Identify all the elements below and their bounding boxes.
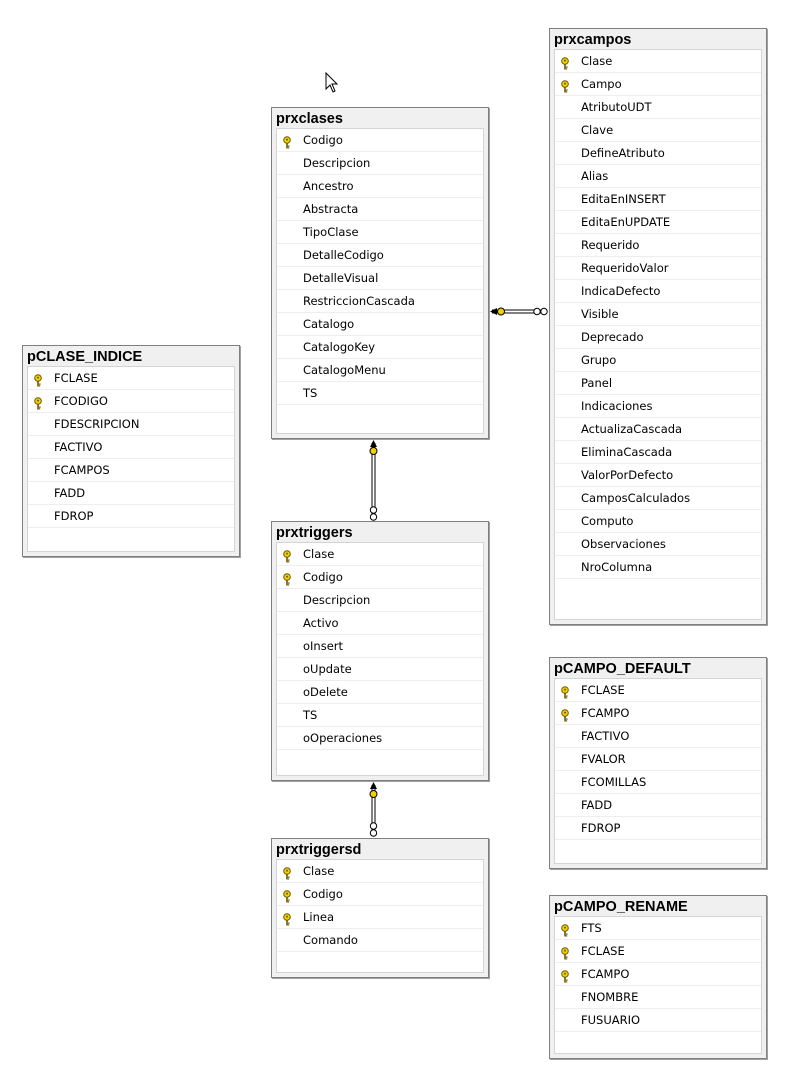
- column-row[interactable]: [555, 257, 761, 280]
- column-row[interactable]: [277, 221, 483, 244]
- column-name: FCLASE: [581, 944, 625, 958]
- column-row[interactable]: [555, 211, 761, 234]
- column-name: Comando: [303, 933, 358, 947]
- column-row[interactable]: [555, 188, 761, 211]
- column-name: FTS: [581, 921, 602, 935]
- column-list: [554, 49, 762, 620]
- column-row[interactable]: [555, 73, 761, 96]
- column-row[interactable]: [277, 635, 483, 658]
- primary-key-icon: [282, 888, 292, 901]
- primary-key-icon: [560, 78, 570, 91]
- column-row[interactable]: [28, 413, 234, 436]
- column-name: Clase: [581, 54, 613, 68]
- column-name: ActualizaCascada: [581, 422, 683, 436]
- column-name: Alias: [581, 169, 609, 183]
- column-row[interactable]: [555, 748, 761, 771]
- table-pclase-indice[interactable]: [22, 345, 240, 557]
- column-name: Codigo: [303, 133, 343, 147]
- primary-key-icon: [560, 922, 570, 935]
- column-name: Observaciones: [581, 537, 666, 551]
- column-row[interactable]: [277, 290, 483, 313]
- column-row[interactable]: [277, 382, 483, 405]
- column-row[interactable]: [277, 198, 483, 221]
- key-end-icon: [490, 308, 505, 315]
- column-name: Activo: [303, 616, 339, 630]
- column-list: [554, 678, 762, 864]
- column-name: oUpdate: [303, 662, 352, 676]
- column-name: RequeridoValor: [581, 261, 669, 275]
- column-row[interactable]: [555, 702, 761, 725]
- relationship-prxtriggers-prxclases[interactable]: [370, 440, 377, 520]
- table-title[interactable]: pCLASE_INDICE: [27, 349, 143, 365]
- table-title[interactable]: pCAMPO_RENAME: [554, 899, 688, 915]
- primary-key-icon: [33, 372, 43, 385]
- column-row[interactable]: [277, 883, 483, 906]
- table-title[interactable]: prxtriggers: [276, 525, 353, 541]
- column-name: FCAMPOS: [54, 463, 110, 477]
- column-row[interactable]: [555, 165, 761, 188]
- column-name: CamposCalculados: [581, 491, 691, 505]
- column-name: Codigo: [303, 570, 343, 584]
- column-row[interactable]: [277, 359, 483, 382]
- table-pcampo-rename[interactable]: [549, 895, 767, 1059]
- column-name: Computo: [581, 514, 634, 528]
- column-row[interactable]: [555, 142, 761, 165]
- column-name: AtributoUDT: [581, 100, 652, 114]
- column-name: FVALOR: [581, 752, 626, 766]
- table-prxcampos[interactable]: [549, 28, 767, 625]
- column-name: FUSUARIO: [581, 1013, 641, 1027]
- column-name: FCLASE: [581, 683, 625, 697]
- column-row[interactable]: [277, 175, 483, 198]
- column-row[interactable]: [555, 817, 761, 840]
- column-name: FCAMPO: [581, 706, 630, 720]
- table-prxtriggers[interactable]: [271, 521, 489, 781]
- column-row[interactable]: [277, 589, 483, 612]
- column-name: FCAMPO: [581, 967, 630, 981]
- column-row[interactable]: [277, 860, 483, 883]
- column-name: FCLASE: [54, 371, 98, 385]
- column-name: Clase: [303, 547, 335, 561]
- column-name: Deprecado: [581, 330, 644, 344]
- column-name: NroColumna: [581, 560, 653, 574]
- column-row[interactable]: [277, 929, 483, 952]
- column-name: DefineAtributo: [581, 146, 665, 160]
- column-name: Descripcion: [303, 593, 371, 607]
- column-name: FDESCRIPCION: [54, 417, 140, 431]
- relationship-prxcampos-prxclases[interactable]: [490, 308, 547, 315]
- column-row[interactable]: [28, 482, 234, 505]
- primary-key-icon: [33, 395, 43, 408]
- key-end-icon: [370, 440, 377, 455]
- column-name: FADD: [54, 486, 86, 500]
- column-name: FACTIVO: [581, 729, 630, 743]
- column-name: Indicaciones: [581, 399, 653, 413]
- many-end-icon: [534, 308, 547, 314]
- column-row[interactable]: [555, 679, 761, 702]
- column-row[interactable]: [277, 244, 483, 267]
- table-title[interactable]: pCAMPO_DEFAULT: [554, 661, 691, 677]
- column-name: DetalleCodigo: [303, 248, 384, 262]
- many-end-icon: [370, 823, 376, 836]
- column-row[interactable]: [277, 612, 483, 635]
- column-row[interactable]: [555, 119, 761, 142]
- column-list: [276, 859, 484, 973]
- column-name: Descripcion: [303, 156, 371, 170]
- primary-key-icon: [282, 571, 292, 584]
- column-row[interactable]: [277, 658, 483, 681]
- column-row[interactable]: [555, 303, 761, 326]
- column-row[interactable]: [555, 372, 761, 395]
- column-name: FCODIGO: [54, 394, 108, 408]
- column-row[interactable]: [277, 906, 483, 929]
- column-row[interactable]: [555, 349, 761, 372]
- table-title[interactable]: prxclases: [276, 111, 343, 127]
- column-row[interactable]: [555, 917, 761, 940]
- primary-key-icon: [282, 865, 292, 878]
- table-title[interactable]: prxcampos: [554, 32, 632, 48]
- column-name: oDelete: [303, 685, 348, 699]
- column-row[interactable]: [28, 367, 234, 390]
- column-row[interactable]: [555, 441, 761, 464]
- column-name: Requerido: [581, 238, 640, 252]
- column-name: oOperaciones: [303, 731, 383, 745]
- column-name: FACTIVO: [54, 440, 103, 454]
- column-name: Abstracta: [303, 202, 359, 216]
- column-name: FADD: [581, 798, 613, 812]
- column-name: Visible: [581, 307, 619, 321]
- column-name: Grupo: [581, 353, 617, 367]
- column-name: oInsert: [303, 639, 344, 653]
- column-list: [276, 542, 484, 776]
- column-row[interactable]: [555, 940, 761, 963]
- column-row[interactable]: [277, 129, 483, 152]
- column-row[interactable]: [555, 395, 761, 418]
- column-row[interactable]: [555, 1009, 761, 1032]
- primary-key-icon: [560, 684, 570, 697]
- column-row[interactable]: [555, 418, 761, 441]
- column-row[interactable]: [555, 464, 761, 487]
- column-name: Panel: [581, 376, 613, 390]
- column-row[interactable]: [277, 336, 483, 359]
- column-name: Clave: [581, 123, 614, 137]
- column-row[interactable]: [555, 986, 761, 1009]
- column-name: FNOMBRE: [581, 990, 639, 1004]
- many-end-icon: [370, 507, 376, 520]
- primary-key-icon: [282, 911, 292, 924]
- primary-key-icon: [560, 968, 570, 981]
- column-name: TS: [303, 708, 318, 722]
- column-name: Ancestro: [303, 179, 354, 193]
- primary-key-icon: [282, 134, 292, 147]
- column-row[interactable]: [555, 771, 761, 794]
- table-title[interactable]: prxtriggersd: [276, 842, 362, 858]
- primary-key-icon: [560, 945, 570, 958]
- column-row[interactable]: [277, 727, 483, 750]
- column-name: TipoClase: [303, 225, 359, 239]
- column-name: EditaEnINSERT: [581, 192, 666, 206]
- column-name: IndicaDefecto: [581, 284, 661, 298]
- column-row[interactable]: [277, 313, 483, 336]
- column-row[interactable]: [277, 681, 483, 704]
- column-name: Linea: [303, 910, 335, 924]
- column-list: [276, 128, 484, 434]
- column-row[interactable]: [555, 963, 761, 986]
- column-row[interactable]: [277, 543, 483, 566]
- column-name: FCOMILLAS: [581, 775, 647, 789]
- table-prxtriggersd[interactable]: [271, 838, 489, 978]
- column-row[interactable]: [555, 280, 761, 303]
- column-name: CatalogoKey: [303, 340, 376, 354]
- relationship-prxtriggersd-prxtriggers[interactable]: [370, 782, 377, 836]
- column-row[interactable]: [277, 704, 483, 727]
- column-row[interactable]: [555, 533, 761, 556]
- column-name: Codigo: [303, 887, 343, 901]
- column-row[interactable]: [555, 510, 761, 533]
- column-row[interactable]: [555, 96, 761, 119]
- column-row[interactable]: [28, 505, 234, 528]
- column-list: [27, 366, 235, 552]
- column-row[interactable]: [277, 152, 483, 175]
- column-name: FDROP: [54, 509, 94, 523]
- column-row[interactable]: [555, 487, 761, 510]
- column-row[interactable]: [28, 390, 234, 413]
- column-name: Clase: [303, 864, 335, 878]
- column-name: EliminaCascada: [581, 445, 673, 459]
- column-name: Campo: [581, 77, 622, 91]
- column-list: [554, 916, 762, 1054]
- primary-key-icon: [560, 55, 570, 68]
- column-row[interactable]: [28, 459, 234, 482]
- column-row[interactable]: [555, 725, 761, 748]
- column-row[interactable]: [277, 566, 483, 589]
- column-row[interactable]: [555, 794, 761, 817]
- column-name: DetalleVisual: [303, 271, 379, 285]
- mouse-pointer-icon: [325, 72, 339, 94]
- column-row[interactable]: [555, 326, 761, 349]
- column-name: EditaEnUPDATE: [581, 215, 671, 229]
- column-row[interactable]: [277, 267, 483, 290]
- table-prxclases[interactable]: [271, 107, 489, 439]
- column-name: TS: [303, 386, 318, 400]
- primary-key-icon: [282, 548, 292, 561]
- primary-key-icon: [560, 707, 570, 720]
- key-end-icon: [370, 782, 377, 798]
- column-row[interactable]: [555, 556, 761, 579]
- column-name: Catalogo: [303, 317, 355, 331]
- table-pcampo-default[interactable]: [549, 657, 767, 869]
- column-name: CatalogoMenu: [303, 363, 386, 377]
- column-row[interactable]: [555, 234, 761, 257]
- column-name: ValorPorDefecto: [581, 468, 674, 482]
- column-name: RestriccionCascada: [303, 294, 415, 308]
- column-name: FDROP: [581, 821, 621, 835]
- column-row[interactable]: [555, 50, 761, 73]
- column-row[interactable]: [28, 436, 234, 459]
